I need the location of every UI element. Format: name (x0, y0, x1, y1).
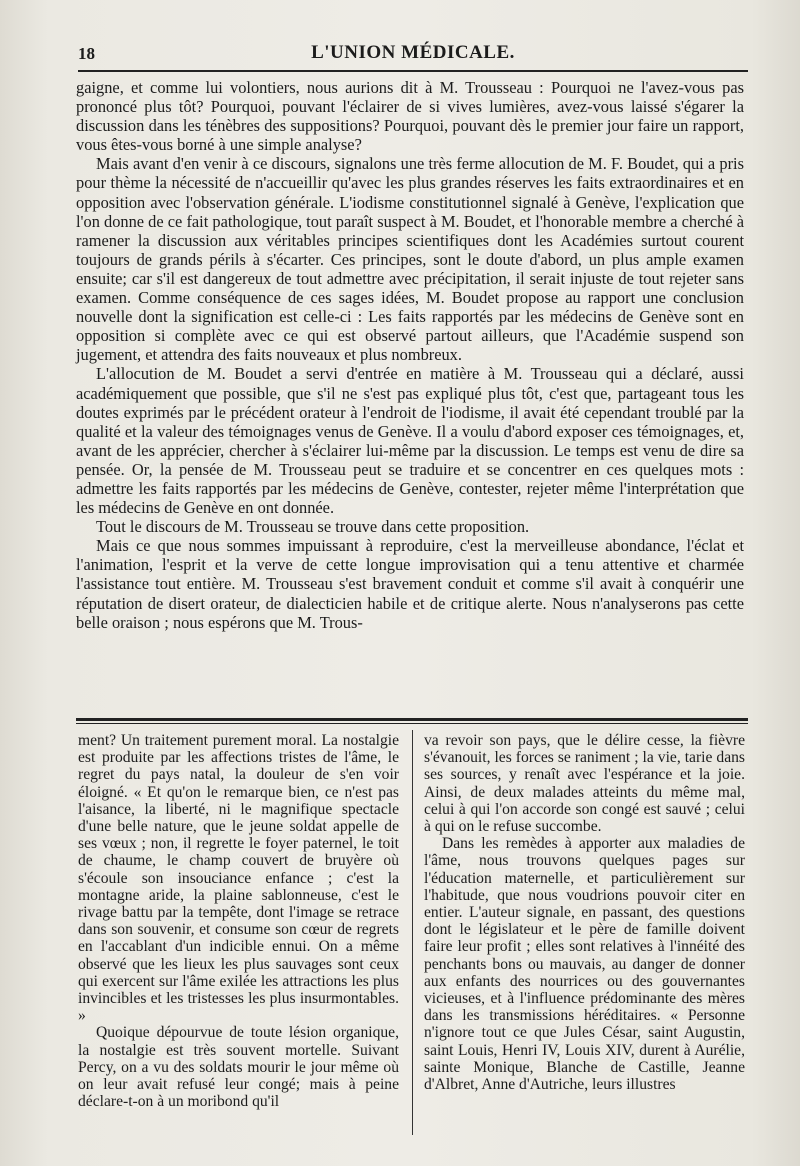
article-paragraph: Mais avant d'en venir à ce discours, signalons une très ferme allocution de M. F. Boudet, qui a pris pour thème la nécessité de n'accueillir qu'avec les plus grandes réserves les faits extraordinaires et en opposition avec l'observation générale. L'iodisme constitutionnel signalé à Genève, l'explication que l'on donne de ce fait pathologique, tout paraît suspect à M. Boudet, et l'honorable membre a cherché à ramener la discussion aux véritables principes scientifiques dont les Académies surtout courent toujours de grands périls à s'écarter. Ces principes, sont le doute d'abord, un plus ample examen ensuite; car s'il est dangereux de tout admettre avec précipitation, il serait injuste de tout rejeter sans examen. Comme conséquence de ces sages idées, M. Boudet propose au rapport une conclusion nouvelle dont la signification est celle-ci : Les faits rapportés par les médecins de Genève sont en opposition si complète avec ce qui est observé partout ailleurs, que l'Académie suspend son jugement, et attendra des faits nouveaux et plus nombreux. (76, 154, 744, 365)
main-article (76, 78, 744, 632)
feuilleton-paragraph: Quoique dépourvue de toute lésion organique, la nostalgie est très souvent mortelle. Suivant Percy, on a vu des soldats mourir le jour même où on leur avait refusé leur congé; mais à peine déclare-t-on à un moribond qu'il (78, 1024, 399, 1111)
feuilleton-paragraph: va revoir son pays, que le délire cesse, la fièvre s'évanouit, les forces se raniment ; la vie, tarie dans ses sources, y renaît avec l'espérance et la joie. Ainsi, de deux malades atteints du même mal, celui à qui l'on accorde son congé est sauvé ; celui à qui on le refuse succombe. (424, 732, 745, 836)
page-number: 18 (78, 44, 95, 63)
feuilleton-separator (76, 718, 748, 724)
header-rule (78, 70, 748, 72)
article-paragraph: Mais ce que nous sommes impuissant à reproduire, c'est la merveilleuse abondance, l'éclat et l'animation, l'esprit et la verve de cette longue improvisation qui a tenu attentive et charmée l'assistance tout entière. M. Trousseau s'est bravement conduit et comme s'il avait à conquérir une réputation de disert orateur, de dialecticien habile et de critique alerte. Nous n'analyserons pas cette belle oraison ; nous espérons que M. Trous- (76, 536, 744, 632)
feuilleton-right-column (424, 732, 745, 1093)
journal-title: L'UNION MÉDICALE. (311, 42, 515, 63)
article-paragraph: gaigne, et comme lui volontiers, nous aurions dit à M. Trousseau : Pourquoi ne l'avez-vous pas prononcé plus tôt? Pourquoi, pouvant l'éclairer de si vives lumières, avez-vous laissé s'égarer la discussion dans les ténèbres des suppositions? Pourquoi, pouvant dès le premier jour faire un rapport, vous êtes-vous borné à une simple analyse? (76, 78, 744, 155)
article-paragraph: L'allocution de M. Boudet a servi d'entrée en matière à M. Trousseau qui a déclaré, aussi académiquement que possible, que s'il ne s'est pas expliqué plus tôt, c'est que, partageant tous les doutes exprimés par le précédent orateur à l'endroit de l'iodisme, il avait été cependant troublé par la qualité et la valeur des témoignages venus de Genève. Il a voulu d'abord exposer ces témoignages, et, avant de les apprécier, chercher à s'éclairer lui-même par la discussion. Le temps est venu de dire sa pensée. Or, la pensée de M. Trousseau peut se traduire et se concentrer en ces quelques mots : admettre les faits rapportés par les médecins de Genève, contester, rejeter même l'interprétation que les médecins de Genève en ont donnée. (76, 364, 744, 518)
feuilleton-paragraph: ment? Un traitement purement moral. La nostalgie est produite par les affections tristes de l'âme, le regret du pays natal, la douleur de s'en voir éloigné. « Et qu'on le remarque bien, ce n'est pas l'aisance, la liberté, ni le magnifique spectacle d'une belle nature, que le jeune soldat appelle de ses vœux ; non, il regrette le foyer paternel, le toit de chaume, le champ couvert de bruyère où s'écoule son insouciance enfance ; c'est la montagne aride, la plaine sablonneuse, c'est le rivage battu par la tempête, dont l'image se retrace dans son souvenir, et consume son cœur de regrets en l'accablant d'un indicible ennui. On a même observé que les lieux les plus sauvages sont ceux qui exercent sur l'âme exilée les attractions les plus invincibles et les tristesses les plus insurmontables. » (78, 732, 399, 1025)
column-divider (412, 730, 413, 1135)
page-header (78, 38, 748, 66)
feuilleton-left-column (78, 732, 399, 1110)
article-paragraph: Tout le discours de M. Trousseau se trouve dans cette proposition. (96, 517, 530, 537)
feuilleton-paragraph: Dans les remèdes à apporter aux maladies de l'âme, nous trouvons quelques pages sur l'éducation maternelle, et particulièrement sur l'habitude, que nous voudrions pouvoir citer en entier. L'auteur signale, en passant, des questions dont le législateur et le père de famille doivent faire leur profit ; elles sont relatives à l'innéité des penchants bons ou mauvais, au danger de donner aux enfants des nourrices ou des gouvernantes vicieuses, et à l'influence prédominante des mères dans les transmissions héréditaires. « Personne n'ignore tout ce que Jules César, saint Augustin, saint Louis, Henri IV, Louis XIV, durent à Aurélie, sainte Monique, Blanche de Castille, Jeanne d'Albret, Anne d'Autriche, leurs illustres (424, 835, 745, 1094)
